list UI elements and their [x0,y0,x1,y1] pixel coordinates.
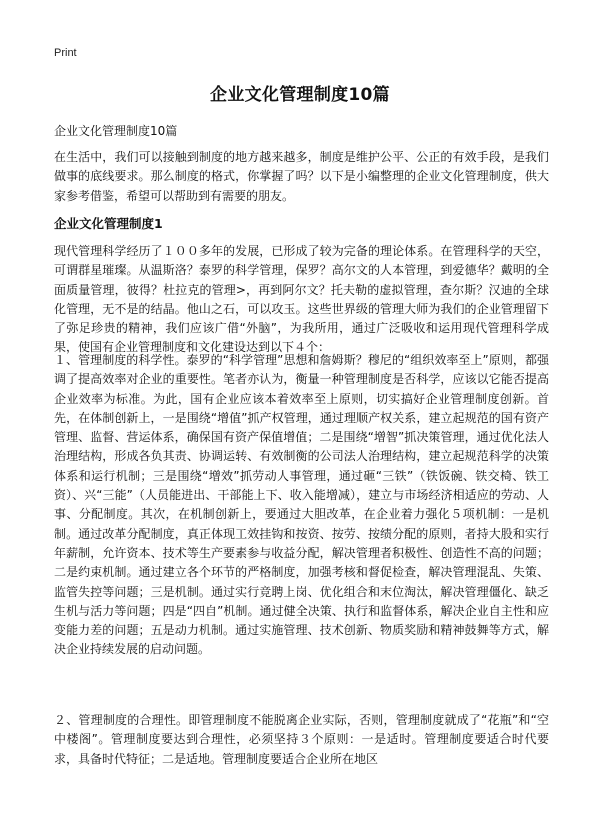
intro-paragraph: 在生活中，我们可以接触到制度的地方越来越多，制度是维护公平、公正的有效手段，是我们做事的底线要求。那么制度的格式，你掌握了吗？以下是小编整理的企业文化管理制度，供大家参考借鉴，希望可以帮助到有需要的朋友。 [54,150,549,203]
document-title: 企业文化管理制度10篇 [210,85,390,105]
section-heading: 企业文化管理制度1 [54,216,163,231]
body-paragraph-1: 现代管理科学经历了１００多年的发展，已形成了较为完备的理论体系。在管理科学的天空，可谓群星璀璨。从温斯洛？泰罗的科学管理，保罗？高尔文的人本管理，到爱德华？戴明的全面质量管理，彼得？杜拉克的管理>，再到阿尔文？托夫勒的虚拟管理，查尔斯？汉迪的全球化管理，无不是的结晶。他山之石，可以攻玉。这些世界级的管理大师为我们的企业管理留下了弥足珍贵的精神，我们应该广借“外脑”，为我所用，通过广泛吸收和运用现代管理科学成果，使国有企业管理制度和文化建设达到以下４个： [54,244,549,355]
body-paragraph-2: １、管理制度的科学性。泰罗的“科学管理”思想和詹姆斯？穆尼的“组织效率至上”原则，都强调了提高效率对企业的重要性。笔者亦认为，衡量一种管理制度是否科学，应该以它能否提高企业效率为标准。为此，国有企业应该本着效率至上原则，切实搞好企业管理制度创新。首先，在体制创新上，一是围绕“增值”抓产权管理，通过理顺产权关系，建立起规范的国有资产管理、监督、营运体系，确保国有资产保值增值；二是围绕“增智”抓决策管理，通过优化法人治理结构，形成各负其责、协调运转、有效制衡的公司法人治理结构，建立起规范科学的决策体系和运行机制；三是围绕“增效”抓劳动人事管理，通过砸“三铁”（铁饭碗、铁交椅、铁工资）、兴“三能”（人员能进出、干部能上下、收入能增减），建立与市场经济相适应的劳动、人事、分配制度。其次，在机制创新上，要通过大胆改革，在企业着力强化５项机制：一是机制。通过改革分配制度，真正体现工效挂钩和按资、按劳、按绩分配的原则，者持大股和实行年薪制，允许资本、技术等生产要素参与收益分配，解决管理者积极性、创造性不高的问题；二是约束机制。通过建立各个环节的严格制度，加强考核和督促检查，解决管理混乱、失策、监管失控等问题；三是机制。通过实行竞聘上岗、优化组合和末位淘汰，解决管理僵化、缺乏生机与活力等问题；四是“四自”机制。通过健全决策、执行和监督体系，解决企业自主性和应变能力差的问题；五是动力机制。通过实施管理、技术创新、物质奖励和精神鼓舞等方式，解决企业持续发展的启动问题。 [54,353,549,657]
body-paragraph-3: ２、管理制度的合理性。即管理制度不能脱离企业实际，否则，管理制度就成了“花瓶”和“空中楼阁”。管理制度要达到合理性，必须坚持３个原则：一是适时。管理制度要适合时代要求，具备时代特征；二是适地。管理制度要适合企业所在地区 [54,713,549,766]
print-label: Print [54,47,77,59]
document-subtitle: 企业文化管理制度10篇 [54,124,178,138]
